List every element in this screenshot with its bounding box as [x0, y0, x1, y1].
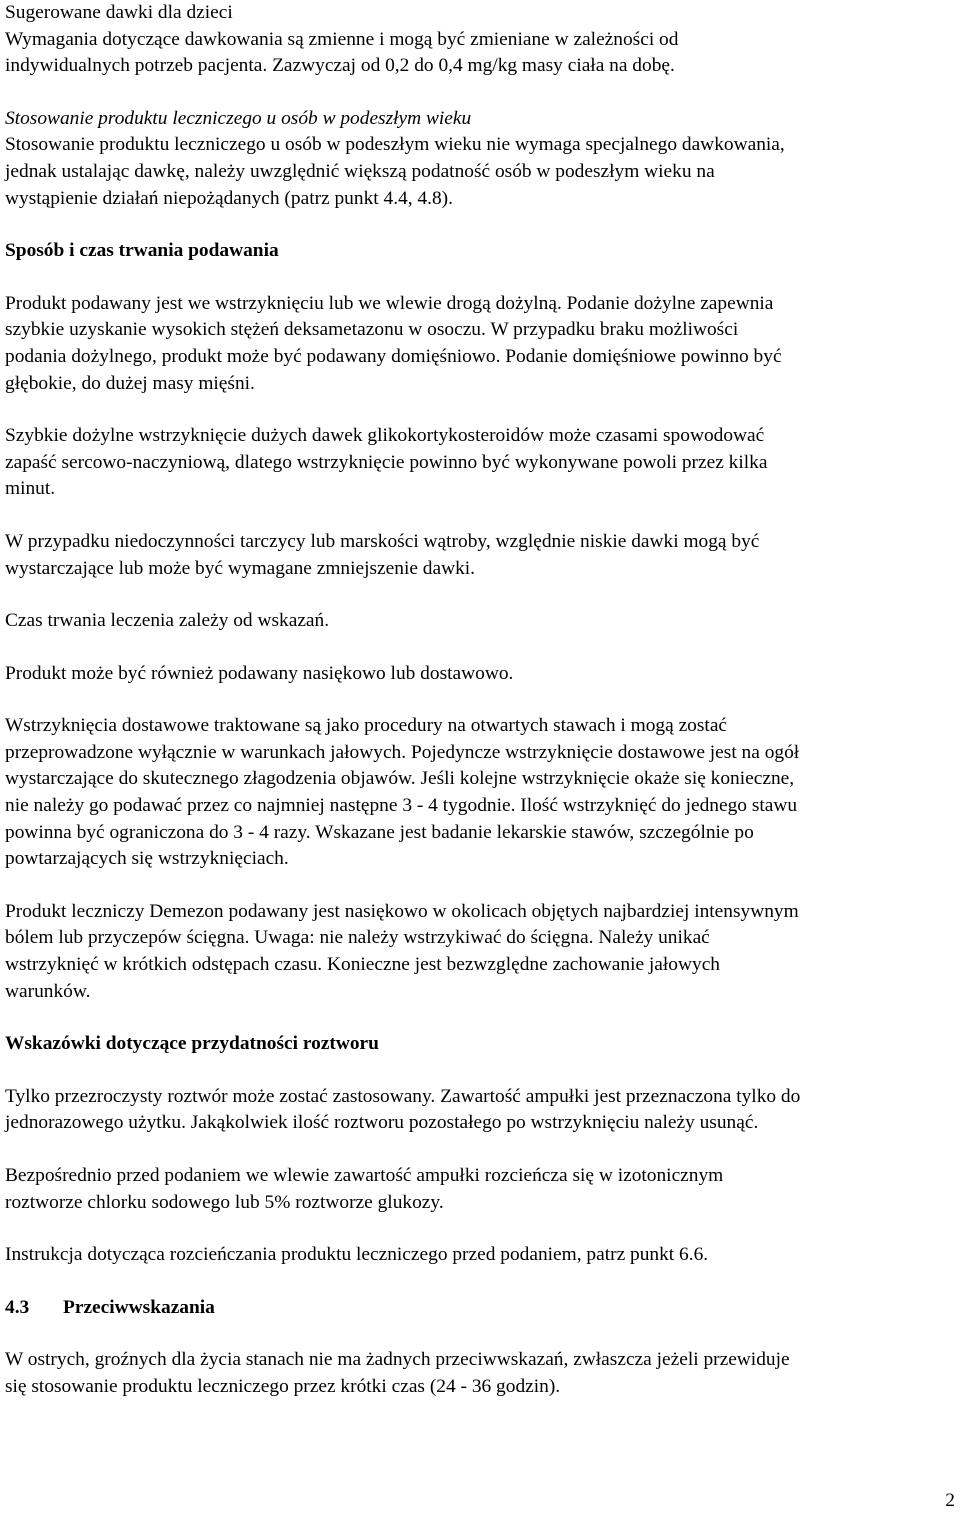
- elderly-section: [5, 106, 957, 212]
- paragraph-line: wystarczające do skutecznego złagodzenia objawów. Jeśli kolejne wstrzyknięcie okaże się konieczne,: [5, 768, 795, 790]
- paragraph-line: się stosowanie produktu leczniczego przez krótki czas (24 - 36 godzin).: [5, 1375, 561, 1397]
- paragraph-line: podania dożylnego, produkt może być podawany domięśniowo. Podanie domięśniowe powinno być: [5, 345, 782, 367]
- elderly-line: jednak ustalając dawkę, należy uwzględnić większą podatność osób w podeszłym wieku na: [5, 160, 715, 182]
- paragraph: [5, 899, 957, 1005]
- paragraph: [5, 291, 957, 397]
- administration-heading: Sposób i czas trwania podawania: [5, 240, 279, 262]
- paragraph-line: Produkt może być również podawany nasiękowo lub dostawowo.: [5, 662, 514, 684]
- solution-heading-block: [5, 1031, 957, 1058]
- administration-heading-block: [5, 238, 957, 265]
- children-dosage-line: Wymagania dotyczące dawkowania są zmienne i mogą być zmieniane w zależności od: [5, 28, 679, 50]
- paragraph: [5, 713, 957, 873]
- elderly-line: wystąpienie działań niepożądanych (patrz punkt 4.4, 4.8).: [5, 187, 453, 209]
- paragraph: [5, 1242, 957, 1269]
- paragraph-line: wstrzyknięć w krótkich odstępach czasu. Konieczne jest bezwzględne zachowanie jałowych: [5, 954, 721, 976]
- paragraph-line: zapaść sercowo-naczyniową, dlatego wstrzyknięcie powinno być wykonywane powoli przez kilka: [5, 451, 768, 473]
- contraindications-heading: [5, 1295, 957, 1322]
- paragraph-line: powtarzających się wstrzyknięciach.: [5, 848, 289, 870]
- children-dosage-line: indywidualnych potrzeb pacjenta. Zazwyczaj od 0,2 do 0,4 mg/kg masy ciała na dobę.: [5, 55, 675, 77]
- paragraph-line: Instrukcja dotycząca rozcieńczania produktu leczniczego przed podaniem, patrz punkt 6.6.: [5, 1244, 709, 1266]
- paragraph-line: głębokie, do dużej masy mięśni.: [5, 372, 255, 394]
- paragraph-line: bólem lub przyczepów ścięgna. Uwaga: nie należy wstrzykiwać do ścięgna. Należy unikać: [5, 927, 710, 949]
- paragraph-line: minut.: [5, 478, 56, 500]
- section-title: Przeciwwskazania: [63, 1296, 215, 1318]
- paragraph-line: powinna być ograniczona do 3 - 4 razy. Wskazane jest badanie lekarskie stawów, szczególnie po: [5, 821, 754, 843]
- paragraph-line: Szybkie dożylne wstrzyknięcie dużych dawek glikokortykosteroidów może czasami spowodować: [5, 425, 765, 447]
- solution-heading: Wskazówki dotyczące przydatności roztworu: [5, 1033, 379, 1055]
- elderly-title: Stosowanie produktu leczniczego u osób w podeszłym wieku: [5, 107, 472, 129]
- paragraph-line: nie należy go podawać przez co najmniej następne 3 - 4 tygodnie. Ilość wstrzyknięć do jednego stawu: [5, 795, 798, 817]
- paragraph-line: Tylko przezroczysty roztwór może zostać zastosowany. Zawartość ampułki jest przeznaczona tylko do: [5, 1085, 801, 1107]
- paragraph: [5, 608, 957, 635]
- paragraph: [5, 1163, 957, 1216]
- section-number: 4.3: [5, 1296, 30, 1318]
- paragraph-line: przeprowadzone wyłącznie w warunkach jałowych. Pojedyncze wstrzyknięcie dostawowe jest na ogół: [5, 741, 800, 763]
- paragraph-line: Czas trwania leczenia zależy od wskazań.: [5, 610, 330, 632]
- paragraph: [5, 1347, 957, 1400]
- paragraph-line: Produkt leczniczy Demezon podawany jest nasiękowo w okolicach objętych najbardziej intensywnym: [5, 900, 799, 922]
- paragraph-line: szybkie uzyskanie wysokich stężeń deksametazonu w osoczu. W przypadku braku możliwości: [5, 319, 739, 341]
- paragraph-line: Produkt podawany jest we wstrzyknięciu lub we wlewie drogą dożylną. Podanie dożylne zapewnia: [5, 292, 774, 314]
- paragraph: [5, 1084, 957, 1137]
- page-number: 2: [945, 1490, 955, 1511]
- paragraph: [5, 661, 957, 688]
- paragraph-line: W przypadku niedoczynności tarczycy lub marskości wątroby, względnie niskie dawki mogą być: [5, 530, 760, 552]
- document-page: [5, 0, 957, 1401]
- paragraph-line: warunków.: [5, 980, 91, 1002]
- children-dosage-title: Sugerowane dawki dla dzieci: [5, 2, 233, 23]
- paragraph-line: roztworze chlorku sodowego lub 5% roztworze glukozy.: [5, 1191, 444, 1213]
- paragraph-line: Wstrzyknięcia dostawowe traktowane są jako procedury na otwartych stawach i mogą zostać: [5, 715, 728, 737]
- paragraph-line: W ostrych, groźnych dla życia stanach nie ma żadnych przeciwwskazań, zwłaszcza jeżeli przewiduje: [5, 1349, 790, 1371]
- elderly-line: Stosowanie produktu leczniczego u osób w podeszłym wieku nie wymaga specjalnego dawkowania,: [5, 134, 785, 156]
- paragraph-line: wystarczające lub może być wymagane zmniejszenie dawki.: [5, 557, 476, 579]
- paragraph: [5, 529, 957, 582]
- paragraph-line: jednorazowego użytku. Jakąkolwiek ilość roztworu pozostałego po wstrzyknięciu należy usunąć.: [5, 1112, 759, 1134]
- paragraph: [5, 423, 957, 503]
- paragraph-line: Bezpośrednio przed podaniem we wlewie zawartość ampułki rozcieńcza się w izotonicznym: [5, 1165, 724, 1186]
- children-dosage-section: [5, 0, 957, 80]
- contraindications-heading-block: [5, 1295, 957, 1322]
